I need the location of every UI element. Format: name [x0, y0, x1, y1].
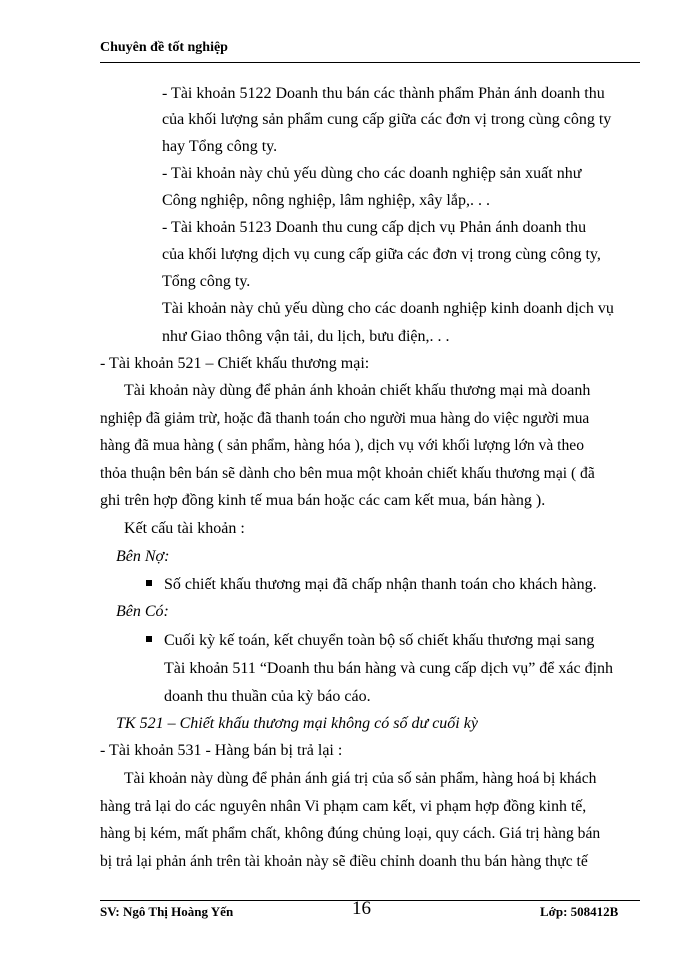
text-line: Tài khoản này chủ yếu dùng cho các doanh nghiệp kinh doanh dịch vụ	[162, 300, 614, 317]
text-line: ghi trên hợp đồng kinh tế mua bán hoặc các cam kết mua, bán hàng ).	[100, 492, 546, 509]
text-line: - Tài khoản 5123 Doanh thu cung cấp dịch vụ Phản ánh doanh thu	[162, 219, 587, 236]
page-number: 16	[352, 898, 371, 919]
text-line: hay Tổng công ty.	[162, 138, 278, 155]
bullet-item	[146, 631, 594, 651]
text-line: của khối lượng sản phẩm cung cấp giữa các đơn vị trong cùng công ty	[162, 111, 612, 128]
text-line: - Tài khoản 5122 Doanh thu bán các thành phẩm Phản ánh doanh thu	[162, 85, 605, 102]
text-line: - Tài khoản này chủ yếu dùng cho các doanh nghiệp sản xuất như	[162, 165, 582, 182]
text-line: Tài khoản 511 “Doanh thu bán hàng và cung cấp dịch vụ” để xác định	[164, 660, 614, 677]
text-line: Tài khoản này dùng để phản ánh giá trị của số sản phẩm, hàng hoá bị khách	[124, 770, 597, 787]
header-rule	[100, 62, 640, 63]
text-line: Tài khoản này dùng để phản ánh khoản chiết khấu thương mại mà doanh	[124, 382, 591, 399]
account-note: TK 521 – Chiết khấu thương mại không có số dư cuối kỳ	[116, 715, 478, 732]
bullet-text: Cuối kỳ kế toán, kết chuyển toàn bộ số chiết khấu thương mại sang	[164, 632, 595, 649]
text-line: Kết cấu tài khoản :	[124, 520, 245, 537]
debit-label: Bên Nợ:	[116, 548, 170, 565]
text-line: doanh thu thuần của kỳ báo cáo.	[164, 688, 371, 705]
text-line: Công nghiệp, nông nghiệp, lâm nghiệp, xây lắp,. . .	[162, 192, 490, 209]
section-heading: - Tài khoản 521 – Chiết khấu thương mại:	[100, 355, 370, 372]
credit-label: Bên Có:	[116, 603, 169, 620]
text-line: nghiệp đã giảm trừ, hoặc đã thanh toán cho người mua hàng do việc người mua	[100, 410, 590, 427]
footer-student: SV: Ngô Thị Hoàng Yến	[100, 904, 234, 919]
text-line: như Giao thông vận tải, du lịch, bưu điện,. . .	[162, 328, 450, 345]
bullet-square-icon	[146, 580, 152, 586]
text-line: hàng bị kém, mất phẩm chất, không đúng chủng loại, quy cách. Giá trị hàng bán	[100, 825, 601, 842]
text-line: hàng đã mua hàng ( sản phẩm, hàng hóa ), dịch vụ với khối lượng lớn và theo	[100, 437, 585, 454]
bullet-item	[146, 575, 597, 595]
text-line: bị trả lại phản ánh trên tài khoản này sẽ điều chỉnh doanh thu bán hàng thực tế	[100, 853, 588, 870]
footer-class: Lớp: 508412B	[540, 904, 619, 919]
section-heading: - Tài khoản 531 - Hàng bán bị trả lại :	[100, 742, 343, 759]
text-line: Tổng công ty.	[162, 273, 251, 290]
text-line: hàng trả lại do các nguyên nhân Vi phạm cam kết, vi phạm hợp đồng kinh tế,	[100, 798, 587, 815]
text-line: thỏa thuận bên bán sẽ dành cho bên mua một khoản chiết khấu thương mại ( đã	[100, 465, 595, 482]
text-line: của khối lượng dịch vụ cung cấp giữa các đơn vị trong cùng công ty,	[162, 246, 601, 263]
bullet-square-icon	[146, 636, 152, 642]
bullet-text: Số chiết khấu thương mại đã chấp nhận thanh toán cho khách hàng.	[164, 576, 597, 593]
document-header: Chuyên đề tốt nghiệp	[100, 40, 228, 55]
